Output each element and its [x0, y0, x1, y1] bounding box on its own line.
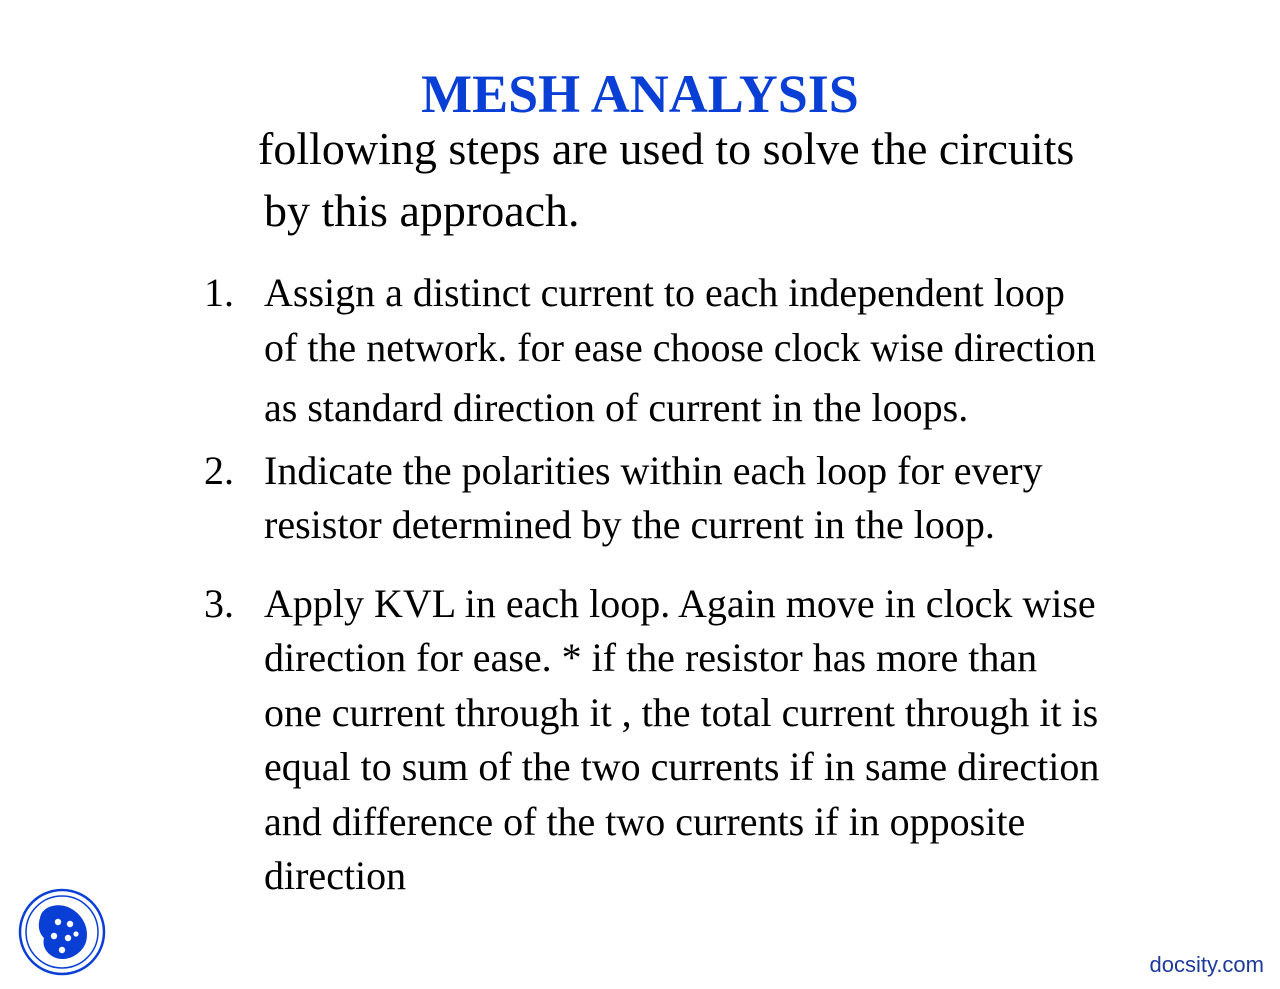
list-item: [204, 266, 1244, 436]
step-line: resistor determined by the current in the loop.: [264, 502, 995, 547]
list-item: [204, 577, 1244, 904]
steps-list: [204, 266, 1244, 904]
docsity-logo-icon: [18, 888, 106, 976]
list-item: [204, 444, 1244, 553]
step-line: and difference of the two currents if in opposite: [264, 798, 1026, 844]
step-line: Indicate the polarities within each loop for every: [264, 447, 1043, 493]
step-number: 2.: [204, 447, 234, 493]
step-line: one current through it , the total current through it is: [264, 689, 1099, 735]
step-line: Apply KVL in each loop. Again move in clock wise: [264, 580, 1096, 626]
step-line: equal to sum of the two currents if in same direction: [264, 744, 1100, 789]
step-line: direction: [264, 853, 407, 898]
step-line: as standard direction of current in the loops.: [264, 385, 969, 430]
docsity-brand-link[interactable]: docsity.com: [1149, 952, 1264, 977]
intro-line-2: by this approach.: [264, 185, 580, 236]
slide-title: MESH ANALYSIS: [421, 64, 859, 124]
step-line: direction for ease. * if the resistor has more than: [264, 635, 1038, 680]
intro-line-1: following steps are used to solve the circuits: [258, 123, 1075, 174]
step-line: Assign a distinct current to each independent loop: [264, 270, 1065, 315]
step-line: of the network. for ease choose clock wise direction: [264, 324, 1096, 370]
step-number: 3.: [204, 580, 234, 626]
intro-text: [258, 118, 1218, 242]
step-number: 1.: [204, 270, 234, 315]
